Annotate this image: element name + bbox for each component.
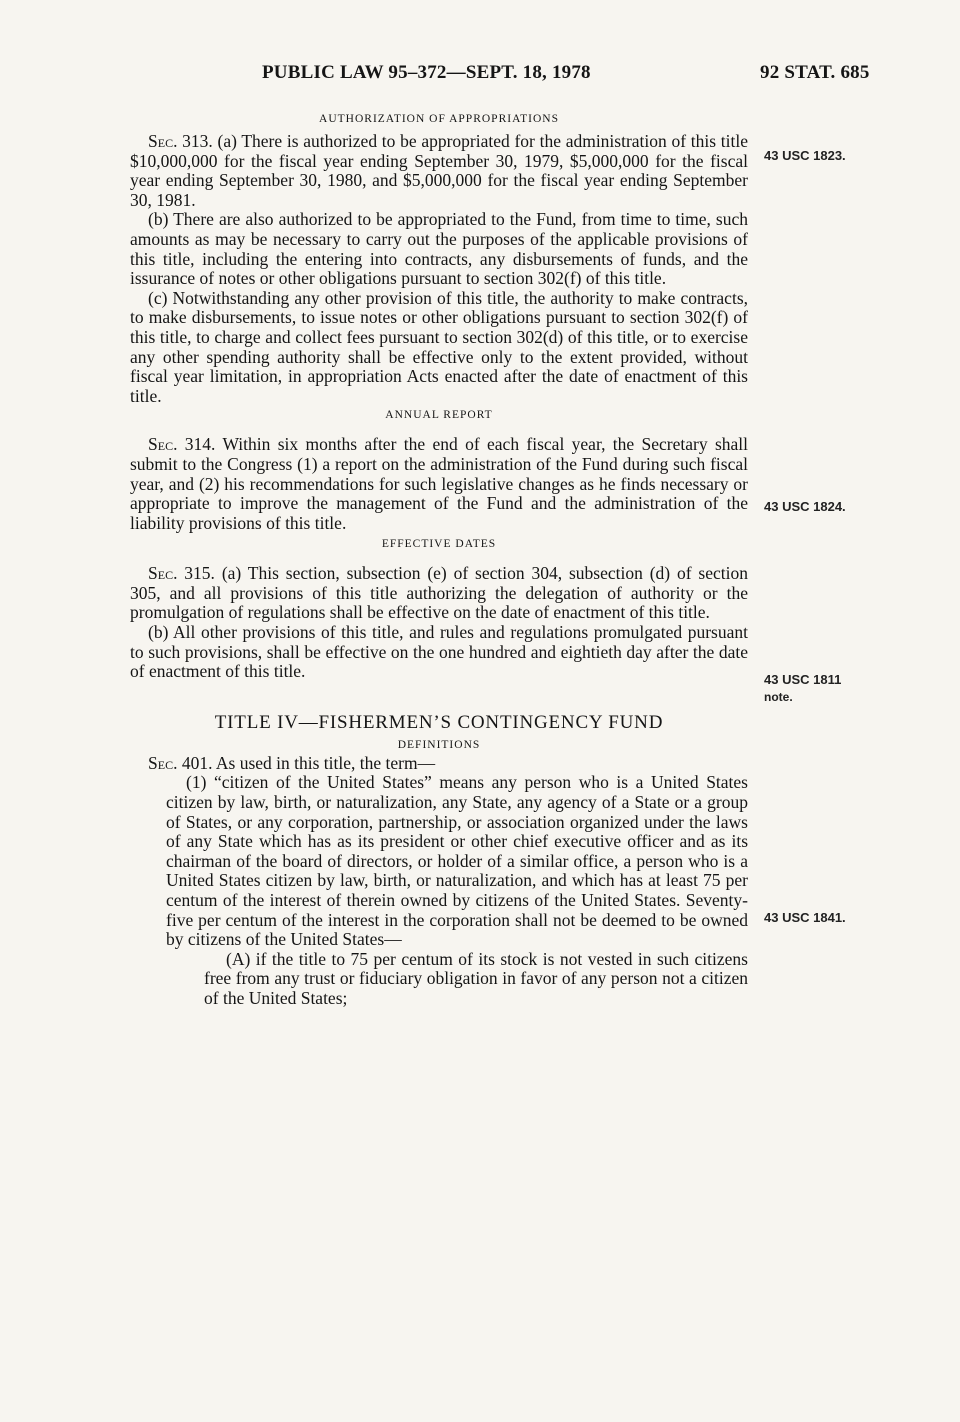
page-header — [0, 62, 960, 88]
section-401-intro-text: As used in this title, the term— — [215, 752, 436, 773]
section-313-a — [130, 132, 748, 210]
margin-note-315: 43 USC 1811 — [764, 672, 842, 687]
section-401-label: Sec. 401. — [148, 752, 213, 773]
section-314-label: Sec. 314. — [148, 434, 216, 455]
header-title: PUBLIC LAW 95–372—SEPT. 18, 1978 — [262, 62, 591, 83]
header-page-number: 92 STAT. 685 — [760, 62, 870, 83]
section-401-intro — [130, 754, 748, 774]
section-314 — [130, 435, 748, 533]
section-313-b: (b) There are also authorized to be appropriated to the Fund, from time to time, such amounts as may be necessary to carry out the purposes of the applicable provisions of this title, including the entering into contracts, any disbursements of funds, and the issurance of notes or other obligations pursuant to section 302(f) of this title. — [130, 209, 748, 289]
authorization-heading: AUTHORIZATION OF APPROPRIATIONS — [319, 113, 559, 125]
margin-note-314: 43 USC 1824. — [764, 499, 846, 514]
section-313-a-text: (a) There is authorized to be appropriated for the administration of this title $10,000,000 for the fiscal year ending September 30, 1979, $5,000,000 for the fiscal year ending September 30, 1980, and $5,000,000 for the fiscal year ending September 30, 1981. — [130, 131, 748, 210]
section-401-item-1: (1) “citizen of the United States” means any person who is a United States citizen by law, birth, or naturalization, any State, any agency of a State or a group of States, or any corporation, partnership, or association organized under the laws of any State which has as its president or other chief executive officer and as its chairman of the board of directors, or holder of a similar office, a person who is a United States citizen by law, birth, or naturalization, and which has at least 75 per centum of the interest of therein owned by citizens of the United States. Seventy-five per centum of the interest in the corporation shall not be deemed to be owned by citizens of the United States— — [166, 772, 748, 950]
margin-note-401: 43 USC 1841. — [764, 910, 846, 925]
section-315-a-text: (a) This section, subsection (e) of section 304, subsection (d) of section 305, and all provisions of this title authorizing the delegation of authority or the promulgation of regulations shall be effective on the date of enactment of this title. — [130, 563, 748, 623]
document-body — [130, 110, 748, 1009]
section-401-item-a: (A) if the title to 75 per centum of its stock is not vested in such citizens free from any trust or fiduciary obligation in favor of any person not a citizen of the United States; — [204, 948, 748, 1008]
section-313-c: (c) Notwithstanding any other provision of this title, the authority to make contracts, to make disbursements, to issue notes or other obligations pursuant to section 302(f) of this title, to charge and collect fees pursuant to section 302(d) of this title, or to exercise any other spending authority shall be effective only to the extent provided, without fiscal year limitation, in appropriation Acts enacted after the date of enactment of this title. — [130, 287, 748, 406]
effective-dates-heading: EFFECTIVE DATES — [381, 538, 497, 551]
margin-note-313: 43 USC 1823. — [764, 148, 846, 163]
section-315-label: Sec. 315. — [148, 563, 215, 584]
section-315-b: (b) All other provisions of this title, and rules and regulations promulgated pursuant to such provisions, shall be effective on the one hundred and eightieth day after the date of enactment of this title. — [130, 622, 748, 682]
margin-note-315-note: note. — [764, 690, 793, 704]
annual-report-heading: ANNUAL REPORT — [385, 409, 493, 422]
title-iv-heading: TITLE IV—FISHERMEN’S CONTINGENCY FUND — [214, 711, 664, 733]
section-315-a — [130, 564, 748, 623]
section-314-text: Within six months after the end of each fiscal year, the Secretary shall submit to the Congress (1) a report on the administration of the Fund during such fiscal year, and (2) his recommendations for such legislative changes as he finds necessary or appropriate to improve the management of the Fund and the administration of the liability provisions of this title. — [130, 434, 748, 533]
definitions-heading: DEFINITIONS — [397, 738, 481, 751]
section-313-label: Sec. 313. — [148, 131, 213, 151]
